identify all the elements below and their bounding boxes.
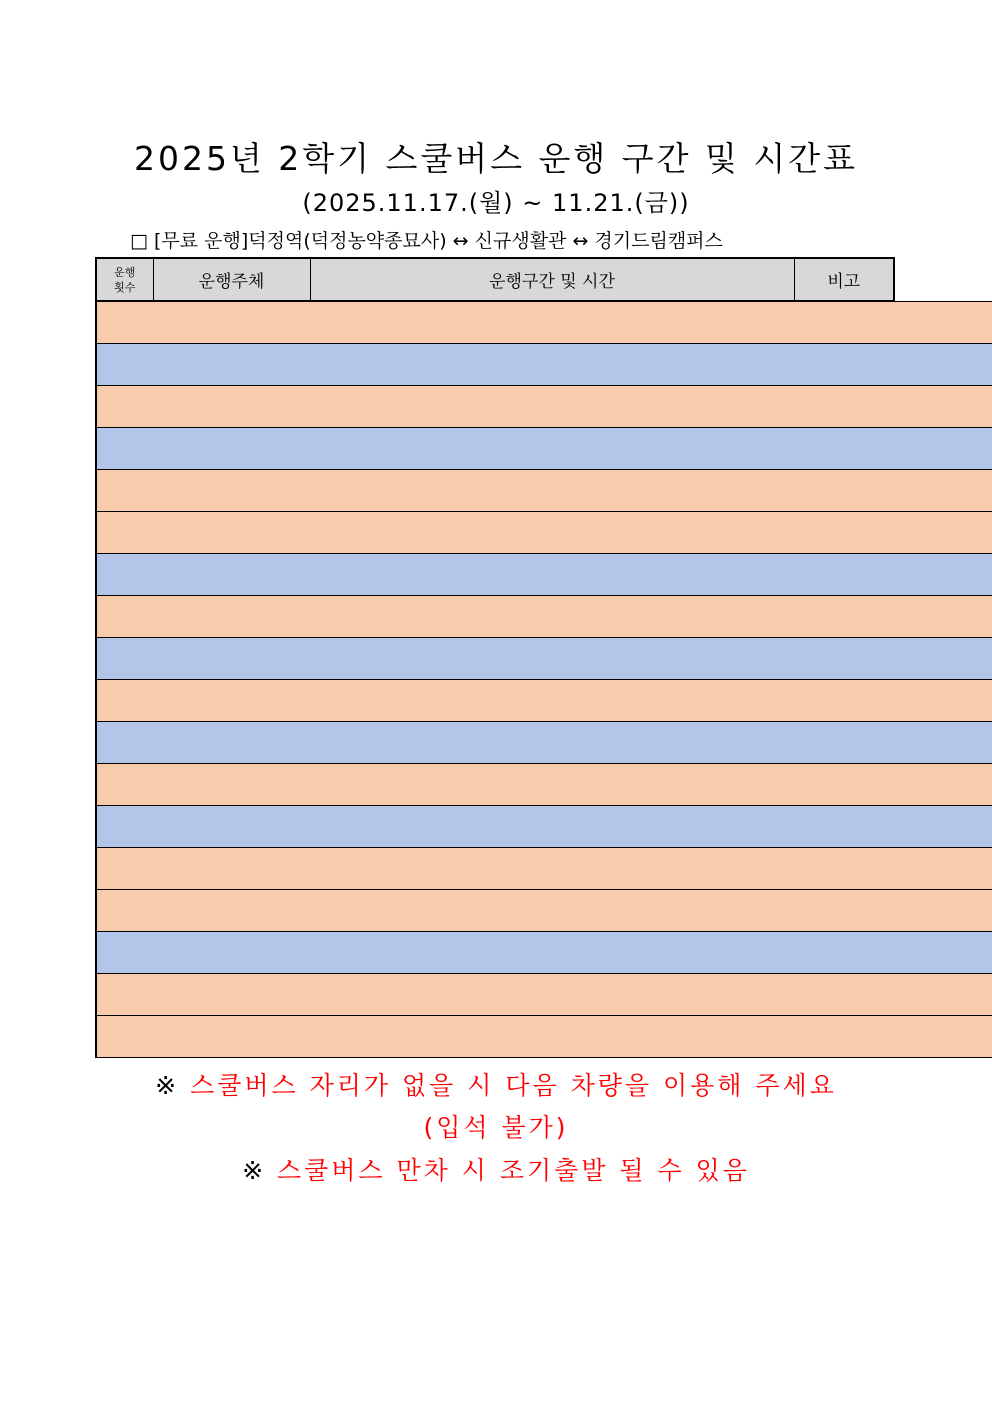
header-route: 운행구간 및 시간	[310, 258, 794, 301]
header-note: 비고	[794, 258, 894, 301]
note-cell	[96, 301, 992, 344]
table-header-row	[96, 258, 894, 301]
note-cell	[96, 973, 992, 1016]
note-cell	[96, 343, 992, 386]
note-cell	[96, 469, 992, 512]
page-title: 2025년 2학기 스쿨버스 운행 구간 및 시간표	[133, 139, 859, 178]
notice-standing: (입석 불가)	[423, 1113, 569, 1142]
note-cell	[96, 763, 992, 806]
table-row	[96, 847, 894, 889]
header-run-count-line1: 운행	[114, 265, 136, 279]
table-row	[96, 511, 894, 553]
route-subtitle: □ [무료 운행]덕정역(덕정농약종묘사) ↔ 신규생활관 ↔ 경기드림캠퍼스	[130, 230, 723, 252]
reference-mark: ※	[155, 1071, 180, 1100]
table-row	[96, 301, 894, 343]
schedule-table	[95, 257, 895, 1058]
table-row	[96, 595, 894, 637]
note-cell	[96, 595, 992, 638]
note-cell	[96, 931, 992, 974]
note-cell	[96, 721, 992, 764]
table-row	[96, 973, 894, 1015]
notice-seat	[0, 1066, 992, 1106]
note-cell	[96, 385, 992, 428]
notice-seat-text: 스쿨버스 자리가 없을 시 다음 차량을 이용해 주세요	[190, 1071, 837, 1100]
table-row	[96, 553, 894, 595]
table-row	[96, 679, 894, 721]
table-row	[96, 889, 894, 931]
header-run-count-line2: 횟수	[114, 280, 136, 294]
note-cell	[96, 553, 992, 596]
table-row	[96, 931, 894, 973]
table-row	[96, 469, 894, 511]
table-row	[96, 427, 894, 469]
table-row	[96, 385, 894, 427]
table-row	[96, 763, 894, 805]
note-cell	[96, 889, 992, 932]
note-cell	[96, 679, 992, 722]
schedule-body	[96, 301, 894, 1058]
table-row	[96, 1015, 894, 1058]
header-operator: 운행주체	[153, 258, 310, 301]
notice-early-departure-text: 스쿨버스 만차 시 조기출발 될 수 있음	[276, 1156, 750, 1185]
table-row	[96, 805, 894, 847]
table-row	[96, 343, 894, 385]
table-row	[96, 721, 894, 763]
note-cell	[96, 805, 992, 848]
notice-early-departure	[0, 1151, 992, 1191]
table-row	[96, 637, 894, 679]
date-range: (2025.11.17.(월) ~ 11.21.(금))	[302, 189, 690, 217]
header-run-count	[96, 258, 153, 301]
note-cell	[96, 1015, 992, 1058]
note-cell	[96, 637, 992, 680]
reference-mark: ※	[242, 1156, 267, 1185]
note-cell	[96, 427, 992, 470]
note-cell	[96, 511, 992, 554]
note-cell	[96, 847, 992, 890]
